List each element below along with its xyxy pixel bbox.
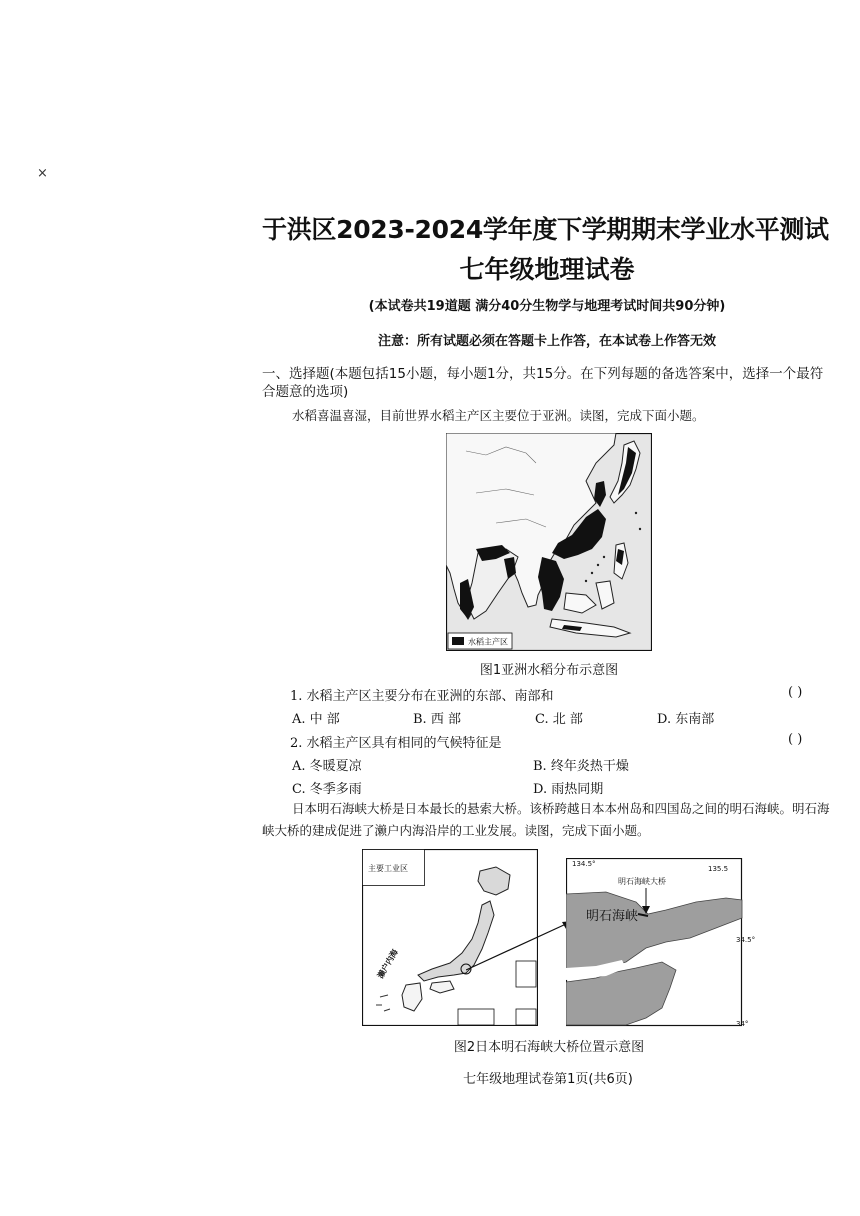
page-subtitle: 七年级地理试卷 bbox=[459, 255, 635, 284]
figure2-caption: 图2日本明石海峡大桥位置示意图 bbox=[453, 1040, 645, 1055]
lat-bottom-label: 34° bbox=[736, 1020, 749, 1028]
lon-right-label: 135.5 bbox=[708, 865, 729, 873]
lon-left-label: 134.5° bbox=[572, 860, 596, 868]
exam-info: (本试卷共19道题 满分40分生物学与地理考试时间共90分钟) bbox=[368, 299, 726, 314]
strait-label: 明石海峡 bbox=[586, 909, 639, 924]
exam-notice: 注意：所有试题必须在答题卡上作答，在本试卷上作答无效 bbox=[377, 334, 716, 349]
page-footer: 七年级地理试卷第1页(共6页) bbox=[463, 1072, 633, 1087]
figure1-caption: 图1亚洲水稻分布示意图 bbox=[479, 663, 619, 678]
zoom-arrow bbox=[466, 918, 576, 974]
question-2-option-a[interactable]: A. 冬暖夏凉 bbox=[292, 759, 362, 774]
question-1-answer-blank: ( ) bbox=[788, 685, 803, 700]
passage-intro: 日本明石海峡大桥是日本最长的悬索大桥。该桥跨越日本本州岛和四国岛之间的明石海峡。明石海峡大桥的建成促进了濑户内海沿岸的工业发展。读图，完成下面小题。 bbox=[262, 801, 830, 838]
asia-rice-map bbox=[446, 433, 652, 651]
question-2-option-c[interactable]: C. 冬季多雨 bbox=[292, 782, 362, 797]
question-2-option-d[interactable]: D. 雨热同期 bbox=[533, 782, 604, 797]
section-intro: 水稻喜温喜湿，目前世界水稻主产区主要位于亚洲。读图，完成下面小题。 bbox=[292, 408, 705, 423]
bridge-label: 明石海峡大桥 bbox=[618, 877, 666, 886]
industrial-area-legend: 主要工业区 bbox=[368, 864, 408, 873]
close-icon[interactable]: × bbox=[37, 166, 48, 181]
page-title: 于洪区2023-2024学年度下学期期末学业水平测试 bbox=[262, 215, 829, 244]
map-legend-label: 水稻主产区 bbox=[468, 637, 508, 647]
question-2-option-b[interactable]: B. 终年炎热干燥 bbox=[533, 759, 629, 774]
lat-mid-label: 34.5° bbox=[736, 936, 756, 944]
question-1-option-b[interactable]: B. 西 部 bbox=[413, 712, 461, 727]
section-heading: 一、选择题(本题包括15小题，每小题1分，共15分。在下列每题的备选答案中，选择一个最符合题意的选项) bbox=[262, 366, 824, 400]
question-1-stem: 1. 水稻主产区主要分布在亚洲的东部、南部和 bbox=[290, 689, 554, 704]
question-1-option-c[interactable]: C. 北 部 bbox=[535, 712, 583, 727]
question-2-answer-blank: ( ) bbox=[788, 732, 803, 747]
question-2-stem: 2. 水稻主产区具有相同的气候特征是 bbox=[290, 736, 502, 751]
akashi-strait-map bbox=[566, 858, 762, 1030]
seto-inland-sea-label: 濑户内海 bbox=[375, 947, 400, 980]
question-1-option-d[interactable]: D. 东南部 bbox=[657, 712, 715, 727]
question-1-option-a[interactable]: A. 中 部 bbox=[292, 712, 340, 727]
